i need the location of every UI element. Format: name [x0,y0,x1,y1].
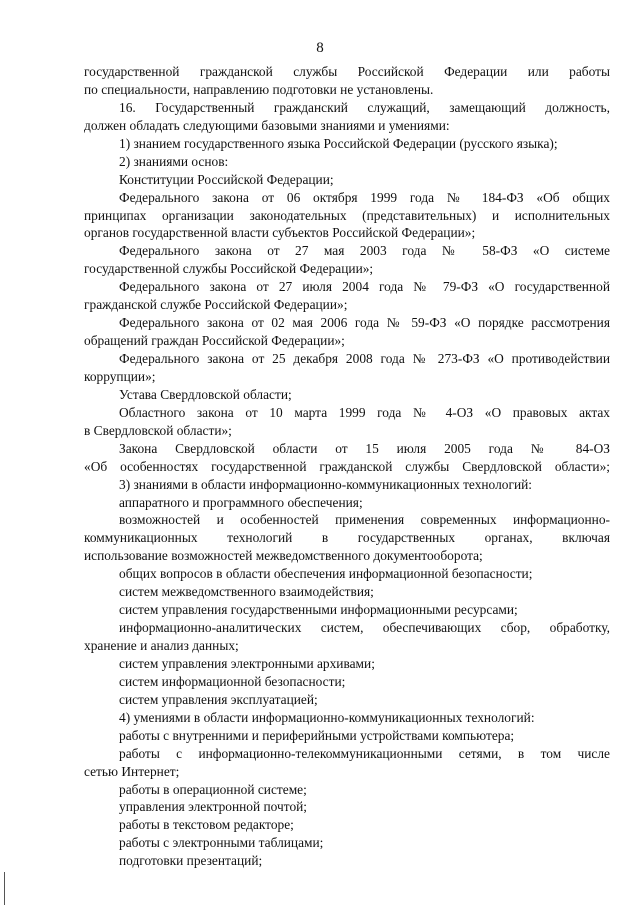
text-line: обращений граждан Российской Федерации»; [84,333,345,349]
text-line: управления электронной почтой; [119,799,308,815]
text-line: подготовки презентаций; [119,853,263,869]
text-line: коммуникационных технологий в государственных органах, включая [84,530,610,546]
text-line: 4) умениями в области информационно-коммуникационных технологий: [119,709,535,725]
text-line: «Об особенностях государственной гражданской службы Свердловской области»; [84,458,610,474]
scan-edge-mark [4,872,5,905]
text-line: работы с электронными таблицами; [119,835,324,851]
text-line: сетью Интернет; [84,763,180,779]
text-line: работы с внутренними и периферийными устройствами компьютера; [119,727,515,743]
text-line: работы с информационно-телекоммуникационными сетями, в том числе [119,745,610,761]
text-line: по специальности, направлению подготовки не установлены. [84,81,434,97]
text-line: работы в операционной системе; [119,781,307,797]
text-line: Областного закона от 10 марта 1999 года № 4-ОЗ «О правовых актах [119,404,610,420]
text-line: 2) знаниями основ: [119,153,229,169]
text-line: Федерального закона от 27 июля 2004 года № 79-ФЗ «О государственной [119,279,610,295]
text-line: работы в текстовом редакторе; [119,817,294,833]
text-line: коррупции»; [84,368,156,384]
text-line: систем управления электронными архивами; [119,655,375,671]
text-line: аппаратного и программного обеспечения; [119,494,363,510]
text-line: 16. Государственный гражданский служащий, замещающий должность, [119,99,610,115]
text-line: хранение и анализ данных; [84,638,239,653]
text-line: Конституции Российской Федерации; [119,171,334,187]
text-line: 1) знанием государственного языка Российской Федерации (русского языка); [119,135,558,151]
text-line: органов государственной власти субъектов Российской Федерации»; [84,225,476,241]
text-line: систем информационной безопасности; [119,673,346,689]
text-line: Федерального закона от 25 декабря 2008 года № 273-ФЗ «О противодействии [119,351,610,366]
text-line: государственной гражданской службы Российской Федерации или работы [84,64,610,79]
text-line: систем управления государственными информационными ресурсами; [119,602,518,618]
text-line: общих вопросов в области обеспечения информационной безопасности; [119,566,533,582]
text-line: возможностей и особенностей применения современных информационно- [119,512,610,528]
text-line: Федерального закона от 06 октября 1999 года № 184-ФЗ «Об общих [119,189,610,205]
text-line: принципах организации законодательных (представительных) и исполнительных [84,207,610,223]
text-line: использование возможностей межведомственного документооборота; [84,548,483,564]
text-line: 3) знаниями в области информационно-коммуникационных технологий: [119,476,533,492]
text-line: в Свердловской области»; [84,422,232,438]
text-line: Федерального закона от 02 мая 2006 года № 59-ФЗ «О порядке рассмотрения [119,315,610,331]
text-line: должен обладать следующими базовыми знаниями и умениями: [84,117,450,133]
text-line: Закона Свердловской области от 15 июля 2005 года № 84-ОЗ [119,440,610,456]
text-line: систем межведомственного взаимодействия; [119,584,374,600]
text-line: информационно-аналитических систем, обеспечивающих сбор, обработку, [119,620,610,636]
page-number: 8 [316,40,324,56]
text-line: гражданской службе Российской Федерации»; [84,297,348,313]
text-line: Федерального закона от 27 мая 2003 года № 58-ФЗ «О системе [119,243,610,259]
text-line: систем управления эксплуатацией; [119,691,318,707]
document-body [84,63,610,870]
text-line: государственной службы Российской Федерации»; [84,261,374,277]
text-line: Устава Свердловской области; [119,386,292,402]
